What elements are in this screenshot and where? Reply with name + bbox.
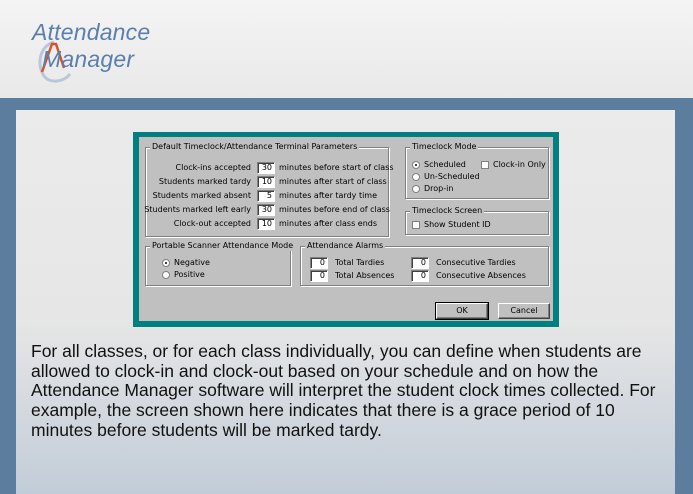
tardy-field[interactable]: 10 <box>257 176 275 188</box>
attendance-alarms-title: Attendance Alarms <box>307 241 384 250</box>
show-student-id-checkbox[interactable] <box>412 221 420 229</box>
logo-line-attendance: Attendance <box>32 19 151 45</box>
positive-label: Positive <box>174 270 205 279</box>
settings-dialog <box>133 132 559 327</box>
logo-line-manager: Manager <box>42 46 135 72</box>
dialog-body <box>139 137 553 321</box>
timeclock-screen-title: Timeclock Screen <box>412 206 483 215</box>
consecutive-tardies-field[interactable]: 0 <box>411 257 429 269</box>
show-student-id-label: Show Student ID <box>424 220 491 229</box>
terminal-parameters-title: Default Timeclock/Attendance Terminal Parameters <box>152 142 358 151</box>
drop-in-radio[interactable] <box>412 185 420 193</box>
negative-label: Negative <box>174 258 210 267</box>
unscheduled-label: Un-Scheduled <box>424 172 480 181</box>
description-text: For all classes, or for each class individually, you can define when students are allowed to clock-in and clock-out based on your schedule and on how the Attendance Manager software will interpret the student clock times collected. For example, the screen shown here indicates that there is a grace period of 10 minutes before students will be marked tardy. <box>31 341 656 440</box>
drop-in-label: Drop-in <box>424 184 454 193</box>
clock-ins-suffix: minutes before start of class <box>279 163 394 172</box>
clock-ins-label: Clock-ins accepted <box>175 163 251 172</box>
clock-in-only-checkbox[interactable] <box>481 161 489 169</box>
total-tardies-field[interactable]: 0 <box>310 257 328 269</box>
absent-suffix: minutes after tardy time <box>279 191 378 200</box>
ok-button[interactable]: OK <box>436 303 488 319</box>
negative-radio[interactable] <box>162 259 170 267</box>
clock-out-field[interactable]: 10 <box>257 218 275 230</box>
clock-out-suffix: minutes after class ends <box>279 219 378 228</box>
left-early-label: Students marked left early <box>144 205 251 214</box>
scheduled-radio[interactable] <box>412 161 420 169</box>
attendance-manager-logo <box>30 16 180 80</box>
clock-out-label: Clock-out accepted <box>173 219 251 228</box>
absent-field[interactable]: 5 <box>257 190 275 202</box>
total-absences-field[interactable]: 0 <box>310 270 328 282</box>
cancel-button[interactable]: Cancel <box>498 303 550 319</box>
clock-in-only-label: Clock-in Only <box>493 160 546 169</box>
tardy-label: Students marked tardy <box>158 177 251 186</box>
consecutive-tardies-label: Consecutive Tardies <box>436 258 516 267</box>
header <box>0 0 693 98</box>
scheduled-label: Scheduled <box>424 160 466 169</box>
unscheduled-radio[interactable] <box>412 173 420 181</box>
left-early-suffix: minutes before end of class <box>279 205 390 214</box>
consecutive-absences-field[interactable]: 0 <box>411 270 429 282</box>
scanner-mode-title: Portable Scanner Attendance Mode <box>152 241 294 250</box>
total-absences-label: Total Absences <box>335 271 395 280</box>
total-tardies-label: Total Tardies <box>335 258 385 267</box>
consecutive-absences-label: Consecutive Absences <box>436 271 526 280</box>
tardy-suffix: minutes after start of class <box>279 177 387 186</box>
clock-ins-field[interactable]: 30 <box>257 162 275 174</box>
absent-label: Students marked absent <box>152 191 251 200</box>
positive-radio[interactable] <box>162 271 170 279</box>
left-early-field[interactable]: 30 <box>257 204 275 216</box>
timeclock-mode-title: Timeclock Mode <box>412 142 477 151</box>
